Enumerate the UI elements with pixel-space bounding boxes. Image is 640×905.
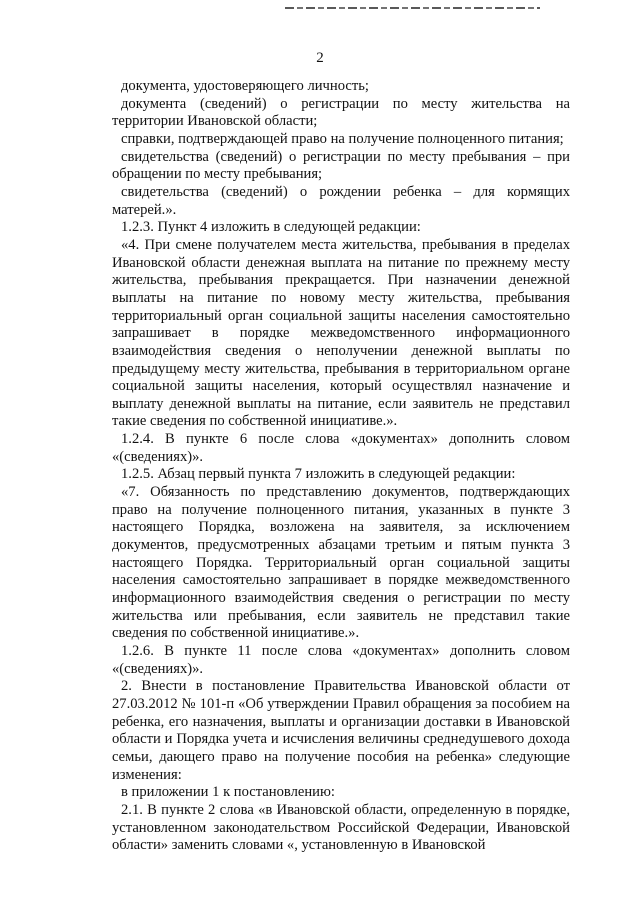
paragraph: документа (сведений) о регистрации по месту жительства на территории Ивановской области; bbox=[112, 95, 570, 130]
paragraph: 1.2.6. В пункте 11 после слова «документах» дополнить словом «(сведениях)». bbox=[112, 643, 570, 677]
document-body bbox=[112, 78, 570, 855]
paragraph: 1.2.3. Пункт 4 изложить в следующей редакции: bbox=[121, 219, 421, 236]
paragraph: 1.2.4. В пункте 6 после слова «документах» дополнить словом «(сведениях)». bbox=[112, 431, 570, 465]
paragraph: в приложении 1 к постановлению: bbox=[121, 784, 335, 801]
paragraph: «7. Обязанность по представлению документов, подтверждающих право на получение полноценного питания, указанных в пункте 3 настоящего Порядка, возложена на заявителя, за исключением документов, предусмотренных абзацами третьим и пятым пункта 3 настоящего Порядка. Территориальный орган социальной защиты населения самостоятельно запрашивает в порядке межведомственного информационного взаимодействия сведения о регистрации по месту жительства или пребывания, если заявитель не представил такие сведения по собственной инициативе.». bbox=[112, 484, 570, 642]
paragraph: 2. Внести в постановление Правительства Ивановской области от 27.03.2012 № 101-п «Об утверждении Правил обращения за пособием на ребенка, его назначения, выплаты и организации доставки в Ивановской области и Порядка учета и исчисления величины среднедушевого дохода семьи, дающего право на получение пособия на ребенка» следующие изменения: bbox=[112, 678, 570, 783]
paragraph: свидетельства (сведений) о регистрации по месту пребывания – при обращении по месту пребывания; bbox=[112, 148, 570, 183]
scan-artifact-line bbox=[285, 7, 540, 9]
page-number: 2 bbox=[316, 50, 324, 66]
paragraph: свидетельства (сведений) о рождении ребенка – для кормящих матерей.». bbox=[112, 183, 570, 218]
paragraph: документа, удостоверяющего личность; bbox=[121, 78, 369, 94]
paragraph: справки, подтверждающей право на получение полноценного питания; bbox=[121, 130, 564, 147]
paragraph: «4. При смене получателем места жительства, пребывания в пределах Ивановской области денежная выплата на питание по прежнему месту жительства, пребывания прекращается. При назначении денежной выплаты на питание по новому месту жительства, пребывания территориальный орган социальной защиты населения самостоятельно запрашивает в порядке межведомственного информационного взаимодействия сведения о неполучении денежной выплаты по предыдущему месту жительства, пребывания в территориальном органе социальной защиты населения, который осуществлял назначение и выплату денежной выплаты на питание, если заявитель не представил такие сведения по собственной инициативе.». bbox=[112, 236, 570, 430]
paragraph: 1.2.5. Абзац первый пункта 7 изложить в следующей редакции: bbox=[121, 466, 516, 483]
paragraph: 2.1. В пункте 2 слова «в Ивановской области, определенную в порядке, установленном законодательством Российской Федерации, Ивановской области» заменить словами «, установленную в Ивановской bbox=[112, 801, 570, 854]
